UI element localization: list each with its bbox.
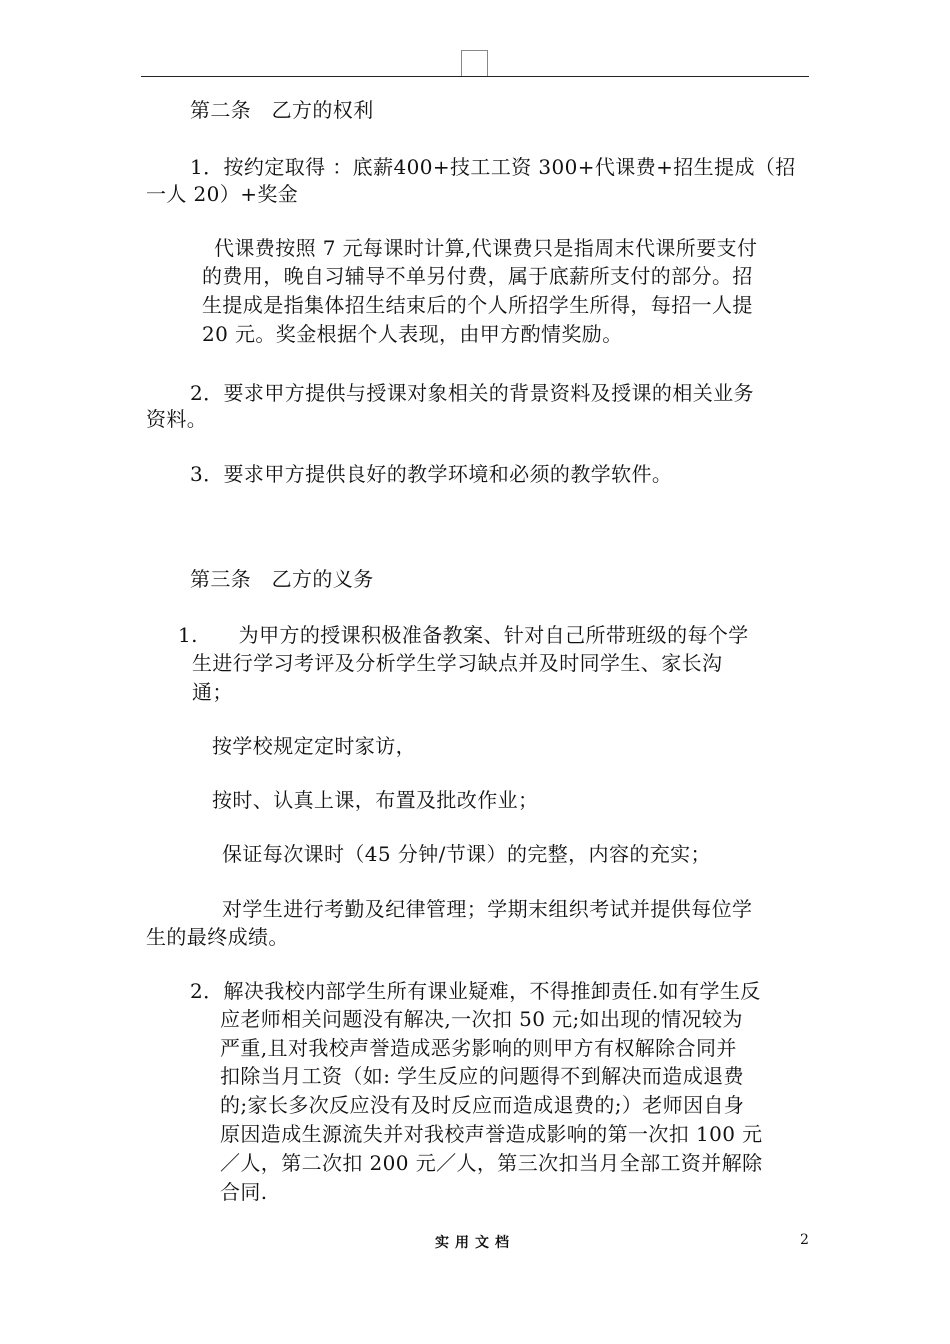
article3-item1-line3: 通； (192, 680, 233, 704)
article3-sub2: 按时、认真上课，布置及批改作业； (212, 788, 539, 812)
article3-heading: 第三条 乙方的义务 (190, 567, 374, 591)
page-number: 2 (800, 1232, 809, 1248)
article3-item2-line5: 的;家长多次反应没有及时反应而造成退费的;）老师因自身 (220, 1093, 745, 1117)
article3-sub1: 按学校规定定时家访， (212, 734, 416, 758)
header-rule (141, 76, 809, 77)
article2-note-line2: 的费用，晚自习辅导不单另付费，属于底薪所支付的部分。招 (202, 264, 753, 288)
article2-note-line1: 代课费按照 7 元每课时计算,代课费只是指周末代课所要支付 (214, 236, 758, 260)
article3-item2-line6: 原因造成生源流失并对我校声誉造成影响的第一次扣 100 元 (220, 1122, 763, 1146)
article3-item2-line7: ／人，第二次扣 200 元／人，第三次扣当月全部工资并解除 (220, 1151, 763, 1175)
article3-item2-line8: 合同. (220, 1180, 268, 1204)
article2-item1-line1: 1．按约定取得 ：底薪400+技工工资 300+代课费+招生提成（招 (190, 155, 796, 179)
article3-sub3: 保证每次课时（45 分钟/节课）的完整，内容的充实； (222, 842, 711, 866)
article2-item2-line1: 2．要求甲方提供与授课对象相关的背景资料及授课的相关业务 (190, 381, 754, 405)
article2-note-line4: 20 元。奖金根据个人表现，由甲方酌情奖励。 (202, 322, 623, 346)
article3-item2-line2: 应老师相关问题没有解决,一次扣 50 元;如出现的情况较为 (220, 1007, 743, 1031)
article3-item2-line3: 严重,且对我校声誉造成恶劣影响的则甲方有权解除合同并 (220, 1036, 737, 1060)
article3-sub4-line1: 对学生进行考勤及纪律管理；学期末组织考试并提供每位学 (222, 897, 753, 921)
article2-item1-line2: 一人 20）+奖金 (146, 182, 299, 206)
article3-sub4-line2: 生的最终成绩。 (146, 925, 289, 949)
article2-item2-line2: 资料。 (146, 407, 208, 431)
article3-item2-line1: 2．解决我校内部学生所有课业疑难，不得推卸责任.如有学生反 (190, 979, 761, 1003)
article2-note-line3: 生提成是指集体招生结束后的个人所招学生所得，每招一人提 (202, 293, 753, 317)
article3-item2-line4: 扣除当月工资（如: 学生反应的问题得不到解决而造成退费 (220, 1064, 744, 1088)
footer-label: 实用文档 (435, 1235, 515, 1251)
article3-item1-line2: 生进行学习考评及分析学生学习缺点并及时同学生、家长沟 (192, 651, 723, 675)
header-mark-box (461, 50, 488, 77)
article2-heading: 第二条 乙方的权利 (190, 98, 374, 122)
article3-item1-line1: 1. 为甲方的授课积极准备教案、针对自己所带班级的每个学 (178, 623, 749, 647)
article2-item3: 3．要求甲方提供良好的教学环境和必须的教学软件。 (190, 462, 673, 486)
